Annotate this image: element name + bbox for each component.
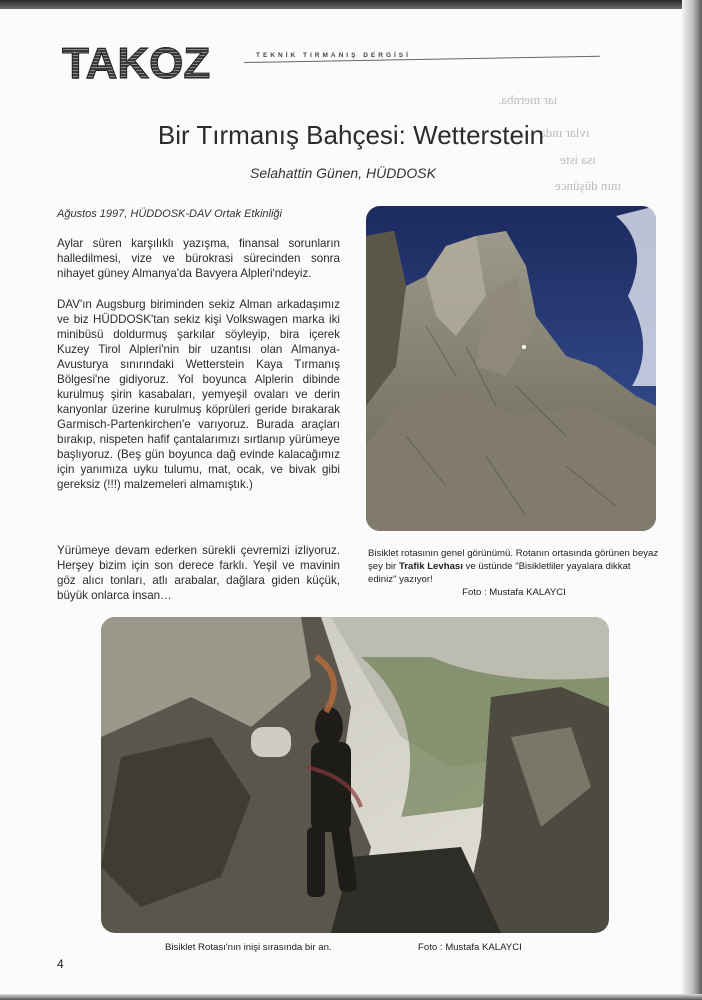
photo1-caption-text: Bisiklet rotasının genel görünümü. Rotanın ortasında görünen beyaz şey bir: [368, 548, 659, 572]
article-title: Bir Tırmanış Bahçesi: Wetterstein: [157, 120, 545, 150]
climber-descent-photo: [101, 617, 609, 933]
mountain-peak-photo: [366, 206, 656, 531]
article-dateline: Ağustos 1997, HÜDDOSK-DAV Ortak Etkinliği: [57, 208, 282, 220]
photo1-caption-text: ve üstünde "Bisikletliler yayalara dikkat ediniz" yazıyor!: [368, 561, 631, 585]
scan-bottom-edge: [0, 994, 702, 1000]
article-paragraph: DAV'ın Augsburg biriminden sekiz Alman arkadaşımız ve biz HÜDDOSK'tan sekiz kişi Volkswagen marka iki minibüsü doldurmuş şarkılar söyleyip, bira içerek Kuzey Tirol Alpleri'nin bir uzantısı olan Almanya-Avusturya sınırındaki Wetterstein Kaya Tırmanış Bölgesi'ne gidiyoruz. Yol boyunca Alplerin dibinde kurulmuş şirin kasabaları, yemyeşil ovaları ve derin kanyonlar üzerine kurulmuş köprüleri geride bırakarak Garmisch-Partenkirchen'e varıyoruz. Burada araçları bırakıp, nispeten hafif çantalarımızı sırtlanıp yürümeye başlıyoruz. (Beş gün boyunca dağ evinde kalacağımız için yanımıza uyku tulumu, mat, ocak, ve bivak gibi gereksiz (!!!) malzemeleri almamıştık.): [57, 298, 340, 491]
logo-wordmark: TAKOZ: [62, 40, 211, 86]
photo2-caption: Bisiklet Rotası'nın inişi sırasında bir an.: [165, 942, 332, 953]
scan-top-edge: [0, 0, 702, 9]
article-paragraph: Aylar süren karşılıklı yazışma, finansal sorunların halledilmesi, vize ve bürokrasi sürecinden sonra nihayet güney Almanya'da Bavyera Alpleri'ndeyiz.: [57, 237, 340, 280]
show-through-texture: ıar mernba.: [498, 92, 558, 107]
photo1-caption-bold: Trafik Levhası: [398, 561, 463, 572]
show-through-texture: ısa iste: [560, 152, 596, 167]
photo1-caption: [368, 547, 660, 599]
page-number: 4: [57, 957, 64, 971]
magazine-tagline: TEKNİK TIRMANIŞ DERGİSİ: [256, 52, 411, 59]
photo2-credit: Foto : Mustafa KALAYCI: [418, 942, 522, 953]
show-through-texture: ının düşünce: [555, 178, 622, 193]
article-author: Selahattin Günen, HÜDDOSK: [250, 165, 436, 181]
takoz-logo: [60, 40, 244, 86]
show-through-texture: ıvlar ında: [540, 125, 590, 140]
photo1-credit: Foto : Mustafa KALAYCI: [462, 587, 566, 598]
article-paragraph: Yürümeye devam ederken sürekli çevremizi izliyoruz. Herşey bizim için son derece farklı. Yeşil ve mavinin göz alıcı tonları, atlı arabalar, dağlara giden küçük, büyük onlarca insan…: [57, 544, 340, 602]
